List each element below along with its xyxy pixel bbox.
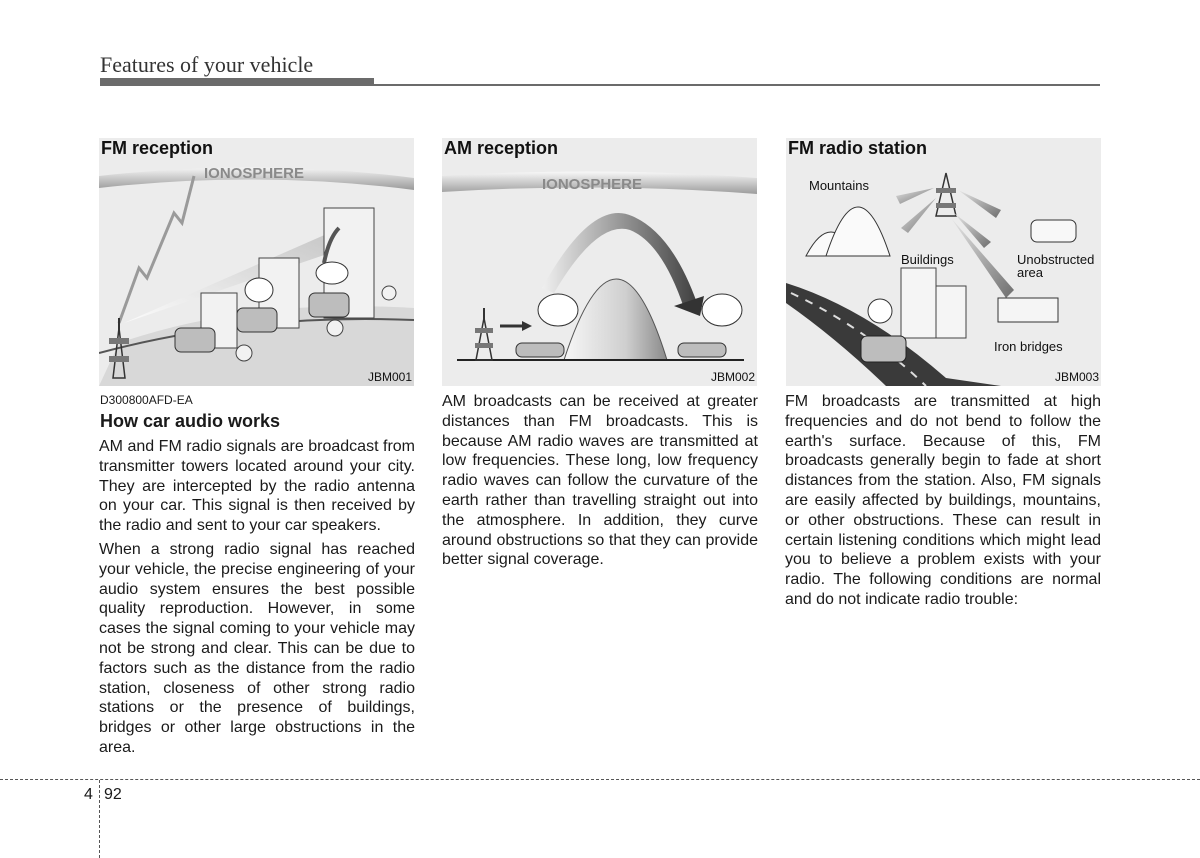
footer-divider bbox=[0, 779, 1200, 780]
paragraph: FM broadcasts are transmitted at high frequencies and do not bend to follow the earth's surface. Because of this, FM broadcasts generally begin to fade at short distances from the station. Also, FM signals are easily affected by buildings, mountains, or other obstructions. These can result in certain listening conditions which might lead you to believe a problem exists with your radio. The following conditions are normal and do not indicate radio trouble: bbox=[785, 393, 1101, 608]
fm-radio-station-illustration bbox=[786, 138, 1101, 386]
ionosphere-label: IONOSPHERE bbox=[542, 176, 643, 193]
figure-fm-reception bbox=[99, 138, 414, 386]
road bbox=[786, 283, 1001, 386]
car-icon bbox=[516, 343, 564, 357]
figure-title: FM radio station bbox=[788, 138, 927, 158]
figure-code: JBM002 bbox=[710, 370, 755, 384]
paragraph: AM broadcasts can be received at greater distances than FM broadcasts. This is because AM radio waves are transmitted at low frequencies. These long, low frequency radio waves can follow the curvature of the earth rather than travelling straight out into the atmosphere. In addition, they curve around obstructions so that they can provide better signal coverage. bbox=[442, 393, 758, 569]
figure-fm-radio-station bbox=[786, 138, 1101, 386]
car-icon bbox=[309, 293, 349, 317]
speech-bubble-icon bbox=[868, 299, 892, 323]
signal-arrow bbox=[896, 188, 934, 204]
fm-reception-illustration bbox=[99, 138, 414, 386]
ionosphere-label: IONOSPHERE bbox=[204, 165, 305, 182]
mountain bbox=[564, 279, 667, 360]
car-icon bbox=[678, 343, 726, 357]
speech-bubble-icon bbox=[316, 262, 348, 284]
footer-divider-vertical bbox=[99, 780, 100, 858]
speech-bubble-icon bbox=[538, 294, 578, 326]
car-icon bbox=[861, 336, 906, 362]
column-1 bbox=[99, 437, 415, 758]
doc-code: D300800AFD-EA bbox=[100, 393, 193, 407]
section-title: Features of your vehicle bbox=[100, 52, 314, 77]
unobstructed-label: Unobstructed bbox=[1017, 252, 1095, 267]
speech-bubble-icon bbox=[702, 294, 742, 326]
signal-arrow bbox=[958, 190, 1001, 218]
transmitter-tower-icon bbox=[475, 308, 493, 360]
building bbox=[936, 286, 966, 338]
mountain bbox=[826, 207, 890, 256]
figure-code: JBM003 bbox=[1054, 370, 1099, 384]
area-label: area bbox=[1017, 265, 1044, 280]
figure-code: JBM001 bbox=[367, 370, 412, 384]
page-number: 92 bbox=[104, 786, 122, 803]
signal-arrow bbox=[901, 198, 936, 233]
figure-title: FM reception bbox=[101, 138, 214, 158]
column-3 bbox=[785, 392, 1101, 610]
section-heading: How car audio works bbox=[100, 411, 281, 431]
building bbox=[901, 268, 936, 338]
iron-bridges-label: Iron bridges bbox=[994, 339, 1063, 354]
buildings-label: Buildings bbox=[901, 252, 954, 267]
car-icon bbox=[237, 308, 277, 332]
figure-title: AM reception bbox=[444, 138, 559, 158]
car-icon bbox=[175, 328, 215, 352]
figure-am-reception bbox=[442, 138, 757, 386]
paragraph: When a strong radio signal has reached your vehicle, the precise engineering of your audio system ensures the best possible quality reproduction. However, in some cases the signal coming to your vehicle may not be strong and clear. This can be due to factors such as the distance from the radio station, closeness of other strong radio stations or the presence of buildings, bridges or other large obstructions in the area. bbox=[99, 540, 415, 756]
speech-bubble-icon bbox=[245, 278, 273, 302]
mountains-label: Mountains bbox=[809, 178, 869, 193]
transmitter-tower-icon bbox=[936, 173, 956, 216]
am-reception-illustration bbox=[442, 138, 757, 386]
paragraph: AM and FM radio signals are broadcast from transmitter towers located around your city. They are intercepted by the radio antenna on your car. This signal is then received by the radio and sent to your car speakers. bbox=[99, 438, 415, 535]
iron-bridge-icon bbox=[998, 298, 1058, 322]
chapter-number: 4 bbox=[84, 786, 93, 803]
header-rule-thin bbox=[100, 84, 1100, 86]
column-2 bbox=[442, 392, 758, 570]
car-icon bbox=[1031, 220, 1076, 242]
